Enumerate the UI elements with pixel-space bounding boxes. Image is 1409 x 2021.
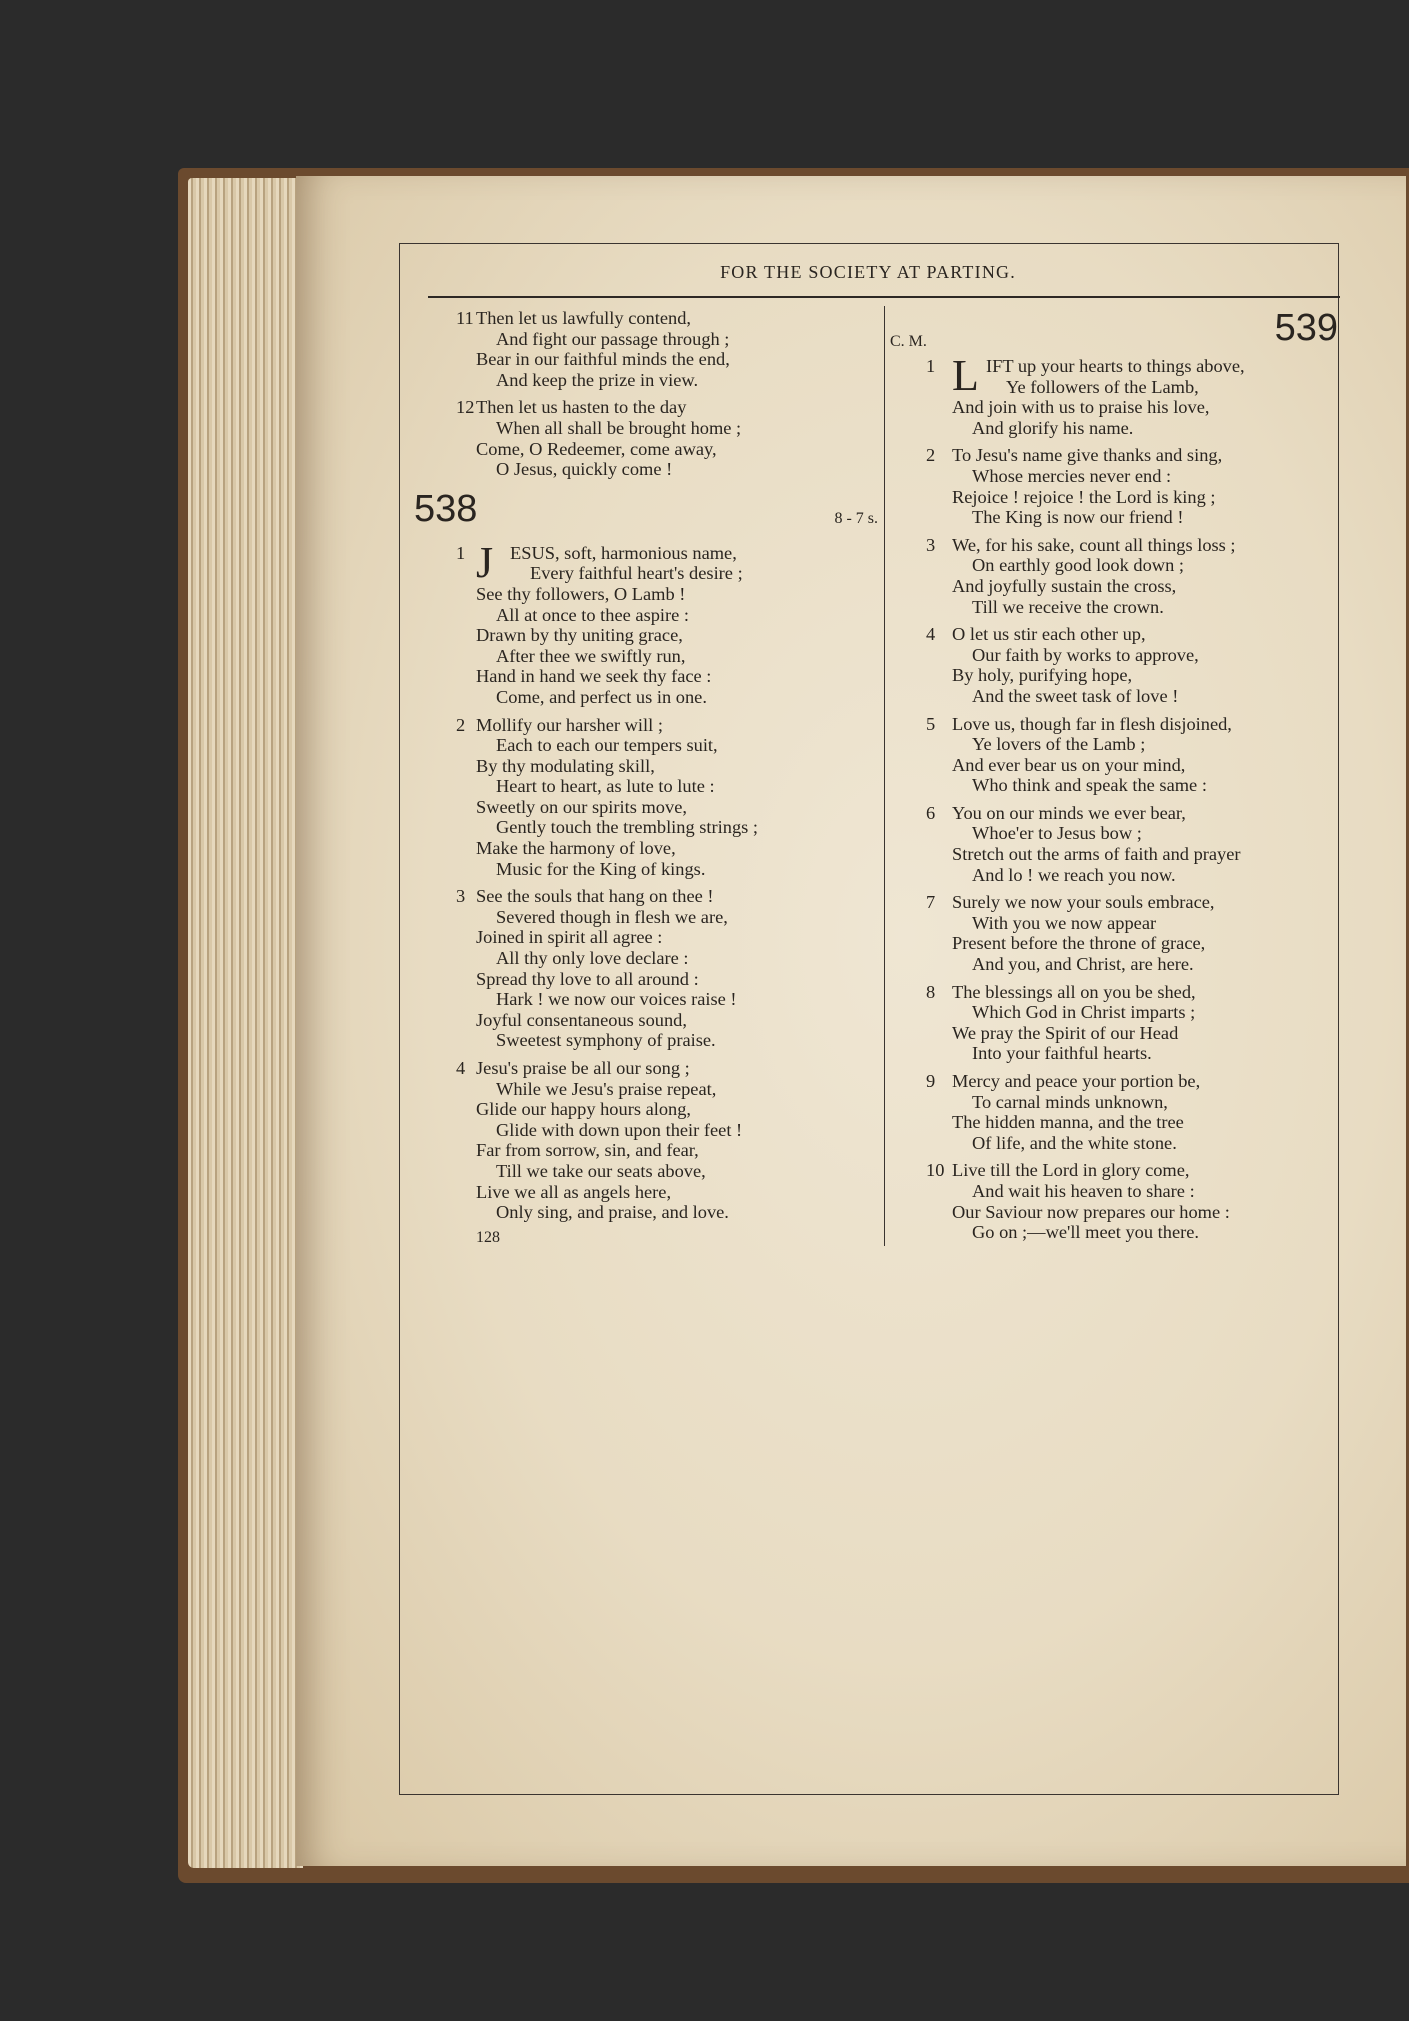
verse-text: You on our minds we ever bear, (952, 802, 1186, 823)
stanza (414, 886, 884, 1051)
verse-line (414, 397, 884, 418)
continued-stanzas (414, 308, 884, 480)
verse-line: Glide with down upon their feet ! (496, 1119, 743, 1140)
verse-line: Stretch out the arms of faith and prayer (952, 844, 1241, 865)
verse-line: Joined in spirit all agree : (476, 927, 663, 948)
verse-line: Our faith by works to approve, (972, 644, 1199, 665)
verse-line: Make the harmony of love, (476, 838, 676, 859)
verse-text: Live till the Lord in glory come, (952, 1160, 1190, 1181)
verse-line: Hand in hand we seek thy face : (476, 666, 712, 687)
stanza-number: 1 (926, 356, 936, 376)
hymn-538-header (414, 487, 884, 543)
stanza (890, 351, 1340, 438)
verse-line: Heart to heart, as lute to lute : (496, 776, 715, 797)
stanza-number: 2 (926, 445, 936, 466)
verse-line (890, 803, 1340, 824)
hymn-number: 538 (414, 487, 478, 530)
verse-line: Music for the King of kings. (496, 858, 706, 879)
head-rule (428, 296, 1340, 298)
stanza (890, 535, 1340, 617)
verse-line: And lo ! we reach you now. (972, 864, 1176, 885)
stanza (890, 892, 1340, 974)
verse-line: Till we receive the crown. (972, 596, 1164, 617)
right-column (890, 308, 1340, 1250)
drop-capital: J (476, 537, 494, 587)
verse-text: We, for his sake, count all things loss ; (952, 534, 1236, 555)
verse-line: By holy, purifying hope, (952, 665, 1133, 686)
verse-line: And glorify his name. (972, 417, 1134, 438)
drop-capital: L (952, 351, 979, 400)
verse-text: Mollify our harsher will ; (476, 714, 663, 735)
verse-line: Severed though in flesh we are, (496, 906, 728, 927)
verse-line: And ever bear us on your mind, (952, 754, 1186, 775)
verse-text: IFT up your hearts to things above, (986, 356, 1245, 376)
verse-line: On earthly good look down ; (972, 555, 1184, 576)
verse-line: The hidden manna, and the tree (952, 1112, 1184, 1133)
verse-line (890, 982, 1340, 1003)
verse-line (890, 714, 1340, 735)
stanza-number: 3 (456, 886, 466, 907)
stanza-number: 9 (926, 1071, 936, 1091)
stanza-number: 3 (926, 534, 936, 555)
verse-line (890, 624, 1340, 645)
verse-line (890, 535, 1340, 556)
verse-line (890, 445, 1340, 466)
stanza (890, 445, 1340, 527)
stanza (414, 537, 884, 708)
verse-line: Come, and perfect us in one. (496, 686, 707, 707)
verse-line: We pray the Spirit of our Head (952, 1022, 1179, 1043)
verse-line: And the sweet task of love ! (972, 685, 1179, 706)
page-folio: 128 (476, 1228, 500, 1246)
verse-line: The King is now our friend ! (972, 507, 1184, 528)
page-edges (188, 178, 303, 1868)
verse-line (890, 892, 1340, 913)
verse-line: Into your faithful hearts. (972, 1043, 1152, 1064)
left-column (414, 308, 884, 1248)
verse-line (414, 886, 884, 907)
verse-line: Glide our happy hours along, (476, 1099, 692, 1120)
verse-line: Present before the throne of grace, (952, 933, 1206, 954)
hymn-539-header (890, 308, 1340, 356)
verse-line: To carnal minds unknown, (972, 1091, 1168, 1112)
verse-line: Joyful consentaneous sound, (476, 1009, 687, 1030)
verse-line: Whose mercies never end : (972, 465, 1172, 486)
verse-line: By thy modulating skill, (476, 755, 655, 776)
hymn-meter: 8 - 7 s. (834, 509, 878, 527)
verse-line: And joyfully sustain the cross, (952, 575, 1177, 596)
verse-line: While we Jesu's praise repeat, (496, 1078, 717, 1099)
verse-line: With you we now appear (972, 912, 1157, 933)
stanza-number: 7 (926, 892, 936, 913)
verse-line: All thy only love declare : (496, 948, 689, 969)
stanza (890, 1071, 1340, 1153)
verse-line: Every faithful heart's desire ; (530, 563, 743, 584)
verse-text: To Jesu's name give thanks and sing, (952, 445, 1223, 466)
stanza (890, 714, 1340, 796)
stanza-number: 12 (456, 397, 475, 418)
stanza-number: 1 (456, 542, 466, 563)
hymn-538-first-stanza (414, 537, 884, 708)
stanza-number: 10 (926, 1160, 945, 1181)
verse-text: Love us, though far in flesh disjoined, (952, 713, 1232, 734)
verse-line (414, 308, 884, 329)
stanza (890, 624, 1340, 706)
stanza (414, 308, 884, 390)
verse-line: Bear in our faithful minds the end, (476, 349, 730, 370)
verse-line: All at once to thee aspire : (496, 604, 690, 625)
verse-line: And keep the prize in view. (496, 369, 699, 390)
verse-line: Till we take our seats above, (496, 1160, 706, 1181)
verse-line: And join with us to praise his love, (952, 397, 1210, 418)
verse-line: And wait his heaven to share : (972, 1180, 1195, 1201)
verse-line: Gently touch the trembling strings ; (496, 817, 759, 838)
verse-line: And you, and Christ, are here. (972, 954, 1194, 975)
hymn-538-stanzas (414, 715, 884, 1223)
verse-line (890, 1160, 1340, 1181)
verse-line: And fight our passage through ; (496, 328, 730, 349)
verse-text: Surely we now your souls embrace, (952, 892, 1215, 913)
stanza (890, 803, 1340, 885)
verse-text: O let us stir each other up, (952, 624, 1146, 645)
verse-text: ESUS, soft, harmonious name, (510, 542, 737, 563)
verse-line: Drawn by thy uniting grace, (476, 625, 683, 646)
verse-line: Rejoice ! rejoice ! the Lord is king ; (952, 486, 1216, 507)
stanza-number: 8 (926, 981, 936, 1002)
verse-line: When all shall be brought home ; (496, 417, 742, 438)
verse-line: Far from sorrow, sin, and fear, (476, 1140, 699, 1161)
verse-line: Our Saviour now prepares our home : (952, 1201, 1230, 1222)
stanza (414, 1058, 884, 1223)
running-head: FOR THE SOCIETY AT PARTING. (720, 262, 1016, 282)
verse-line: Whoe'er to Jesus bow ; (972, 823, 1142, 844)
stanza (890, 982, 1340, 1064)
hymn-meter: C. M. (890, 333, 927, 350)
verse-line (414, 715, 884, 736)
verse-line: Ye followers of the Lamb, (1006, 376, 1199, 397)
verse-line: See thy followers, O Lamb ! (476, 583, 686, 604)
verse-text: Then let us hasten to the day (476, 397, 687, 418)
stanza-number: 5 (926, 713, 936, 734)
column-rule (884, 306, 885, 1246)
verse-text: Mercy and peace your portion be, (952, 1071, 1201, 1091)
verse-line: Hark ! we now our voices raise ! (496, 989, 737, 1010)
verse-line: Spread thy love to all around : (476, 968, 699, 989)
hymn-number: 539 (1274, 307, 1338, 349)
stanza-number: 6 (926, 802, 936, 823)
verse-line: After thee we swiftly run, (496, 645, 686, 666)
verse-line: Go on ;—we'll meet you there. (972, 1222, 1200, 1243)
verse-line: Ye lovers of the Lamb ; (972, 734, 1146, 755)
stanza-number: 11 (456, 308, 474, 328)
hymn-539-first-stanza (890, 351, 1340, 438)
verse-text: Jesu's praise be all our song ; (476, 1058, 690, 1078)
verse-line: Of life, and the white stone. (972, 1132, 1177, 1153)
verse-line: Each to each our tempers suit, (496, 735, 718, 756)
hymn-539-stanzas (890, 445, 1340, 1242)
stanza-number: 2 (456, 714, 466, 735)
verse-line: O Jesus, quickly come ! (496, 459, 673, 480)
verse-line: Live we all as angels here, (476, 1181, 672, 1202)
stanza-number: 4 (456, 1058, 466, 1078)
stanza-number: 4 (926, 624, 936, 645)
verse-line: Sweetly on our spirits move, (476, 796, 687, 817)
verse-line: Only sing, and praise, and love. (496, 1202, 729, 1223)
stanza (414, 715, 884, 880)
verse-text: See the souls that hang on thee ! (476, 886, 714, 907)
stanza (890, 1160, 1340, 1242)
verse-line: Who think and speak the same : (972, 775, 1207, 796)
stanza (414, 397, 884, 479)
verse-text: The blessings all on you be shed, (952, 981, 1196, 1002)
verse-line (414, 1058, 884, 1079)
verse-text: Then let us lawfully contend, (476, 308, 692, 328)
verse-line (890, 1071, 1340, 1092)
verse-line: Which God in Christ imparts ; (972, 1002, 1196, 1023)
verse-line: Come, O Redeemer, come away, (476, 438, 717, 459)
verse-line: Sweetest symphony of praise. (496, 1030, 716, 1051)
